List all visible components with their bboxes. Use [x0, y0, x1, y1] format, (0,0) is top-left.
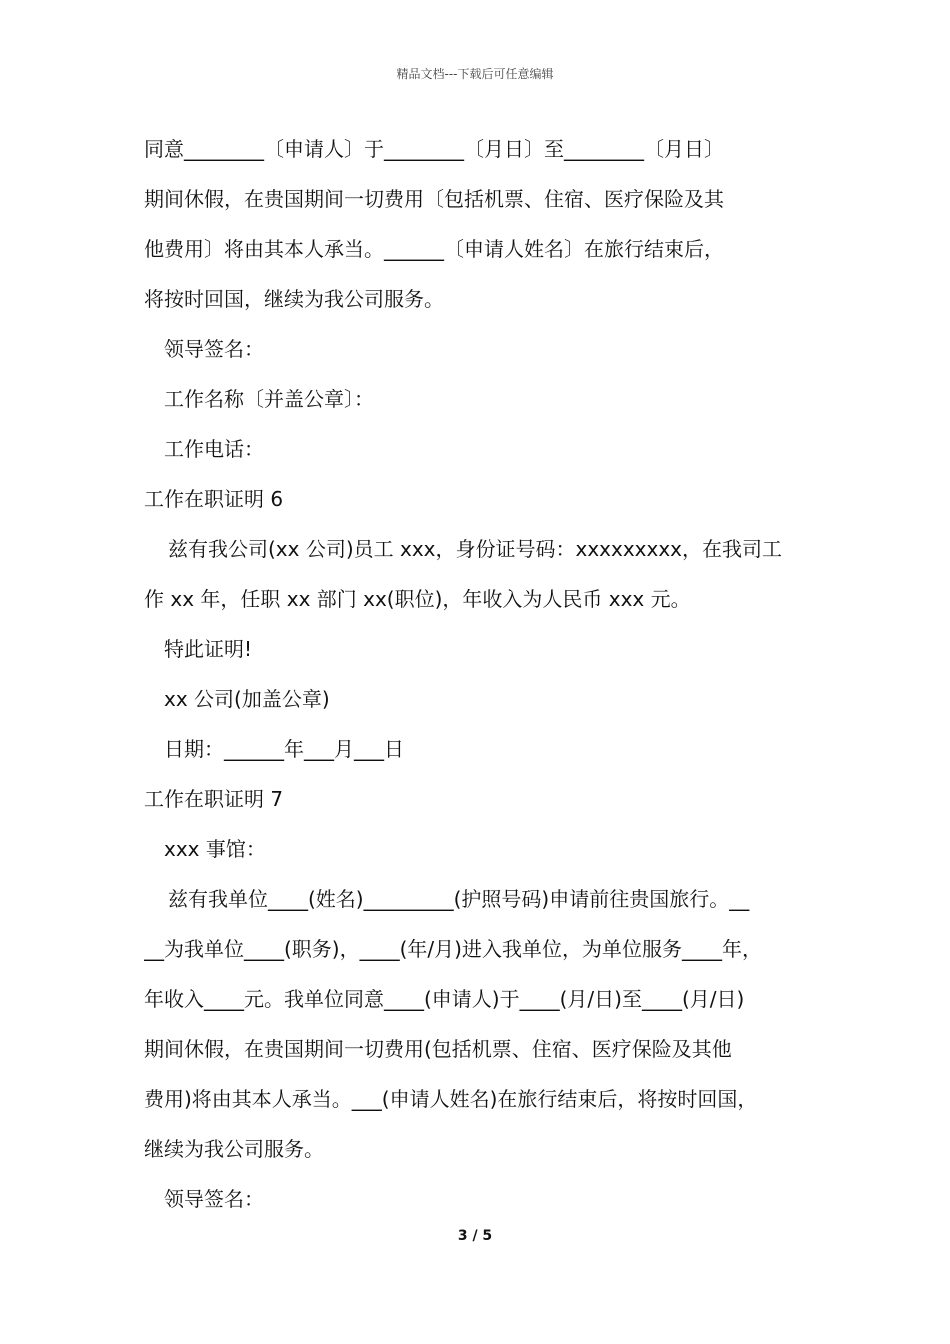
date-line: 日期：______年___月___日 — [164, 737, 404, 761]
paragraph-line: 将按时回国，继续为我公司服务。 — [144, 287, 444, 311]
company-seal-line: xx 公司(加盖公章) — [164, 687, 330, 711]
work-name-label: 工作名称〔并盖公章〕： — [164, 387, 374, 411]
document-body — [144, 124, 824, 1224]
paragraph-line: 兹有我公司(xx 公司)员工 xxx，身份证号码：xxxxxxxxx，在我司工 — [168, 537, 783, 561]
paragraph-line: 期间休假，在贵国期间一切费用(包括机票、住宿、医疗保险及其他 — [144, 1037, 732, 1061]
leader-signature-label: 领导签名： — [164, 1187, 264, 1211]
paragraph-line: 兹有我单位____(姓名)_________(护照号码)申请前往贵国旅行。__ — [168, 887, 750, 911]
work-phone-label: 工作电话： — [164, 437, 264, 461]
page-header: 精品文档---下载后可任意编辑 — [396, 67, 554, 81]
section-heading: 工作在职证明 6 — [144, 487, 284, 511]
addressee-line: xxx 事馆： — [164, 837, 266, 861]
page-number: 3 / 5 — [457, 1228, 493, 1244]
paragraph-line: 同意________〔申请人〕于________〔月日〕至________〔月日〕 — [144, 137, 724, 161]
certification-statement: 特此证明! — [164, 637, 253, 661]
paragraph-line: 作 xx 年，任职 xx 部门 xx(职位)，年收入为人民币 xxx 元。 — [144, 587, 691, 611]
paragraph-line: 继续为我公司服务。 — [144, 1137, 324, 1161]
section-heading: 工作在职证明 7 — [144, 787, 284, 811]
leader-signature-label: 领导签名： — [164, 337, 264, 361]
paragraph-line: 他费用〕将由其本人承当。______〔申请人姓名〕在旅行结束后， — [144, 237, 724, 261]
paragraph-line: __为我单位____(职务)，____(年/月)进入我单位，为单位服务____年， — [144, 937, 762, 961]
paragraph-line: 费用)将由其本人承当。___(申请人姓名)在旅行结束后，将按时回国， — [144, 1087, 758, 1111]
paragraph-line: 年收入____元。我单位同意____(申请人)于____(月/日)至____(月/日) — [144, 987, 745, 1011]
paragraph-line: 期间休假，在贵国期间一切费用〔包括机票、住宿、医疗保险及其 — [144, 187, 724, 211]
